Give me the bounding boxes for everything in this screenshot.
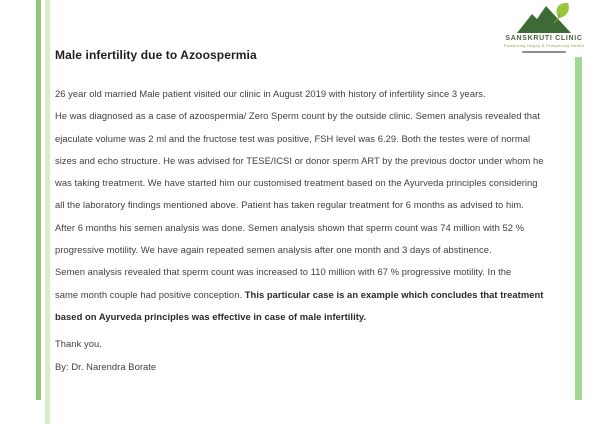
closing-text: Thank you.	[55, 338, 102, 350]
right-accent-stripe	[575, 57, 582, 400]
body-line: He was diagnosed as a case of azoospermia/ Zero Sperm count by the outside clinic. Semen analysis revealed that	[55, 110, 540, 122]
body-line: Semen analysis revealed that sperm count was increased to 110 million with 67 % progressive motility. In the	[55, 266, 512, 278]
body-line: was taking treatment. We have started him our customised treatment based on the Ayurveda principles considering	[55, 177, 538, 189]
body-line: 26 year old married Male patient visited our clinic in August 2019 with history of infertility since 3 years.	[55, 88, 486, 99]
mountain-leaf-logo-icon	[515, 3, 573, 34]
conclusion-regular-text: same month couple had positive conception.	[55, 288, 245, 300]
left-accent-stripe-light	[45, 0, 50, 424]
conclusion-bold-text: This particular case is an example which concludes that treatment	[244, 288, 544, 300]
body-line-conclusion-end: based on Ayurveda principles was effective in case of male infertility.	[55, 310, 367, 322]
body-line-conclusion-start	[55, 284, 575, 306]
case-report-body	[55, 83, 575, 378]
body-line: After 6 months his semen analysis was done. Semen analysis shown that sperm count was 74 million with 52 %	[55, 221, 525, 233]
logo-divider	[522, 51, 566, 53]
signature-text: By: Dr. Narendra Borate	[55, 360, 157, 372]
clinic-tagline: Preserving Happy & Prosperous Health	[503, 43, 585, 48]
body-line: sizes and echo structure. He was advised for TESE/ICSI or donor sperm ART by the previous doctor under whom he	[55, 154, 544, 166]
clinic-logo	[503, 3, 585, 53]
clinic-name: SANSKRUTI CLINIC	[505, 35, 583, 42]
body-line: progressive motility. We have again repeated semen analysis after one month and 3 days of abstinence.	[55, 244, 492, 256]
page-title: Male infertility due to Azoospermia	[55, 48, 257, 62]
body-line: all the laboratory findings mentioned above. Patient has taken regular treatment for 6 months as advised to him.	[55, 199, 524, 211]
body-line: ejaculate volume was 2 ml and the fructose test was positive, FSH level was 6.29. Both the testes were of normal	[55, 132, 531, 144]
left-accent-stripe-dark	[36, 0, 41, 400]
